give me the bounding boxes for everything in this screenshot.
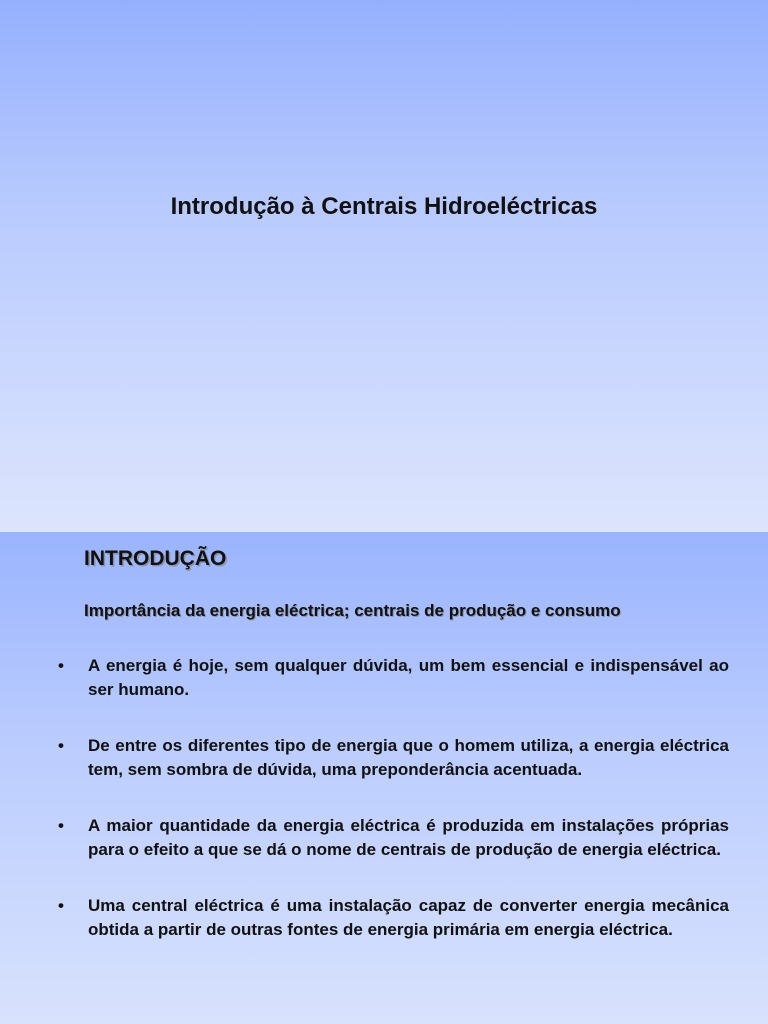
bullet-text: A energia é hoje, sem qualquer dúvida, um bem essencial e indispensável ao ser humano. <box>88 656 729 699</box>
bullet-item <box>0 734 768 782</box>
bullet-icon: • <box>58 656 64 675</box>
bullet-icon: • <box>58 736 64 755</box>
bullet-icon: • <box>58 816 64 835</box>
bullet-text: De entre os diferentes tipo de energia que o homem utiliza, a energia eléctrica tem, sem sombra de dúvida, uma preponderância acentuada. <box>88 736 729 779</box>
bullet-icon: • <box>58 896 64 915</box>
bullet-list <box>0 654 768 974</box>
section-subheading: Importância da energia eléctrica; centrais de produção e consumo <box>84 601 621 620</box>
slide-title: Introdução à Centrais Hidroeléctricas <box>170 193 598 220</box>
bullet-text: Uma central eléctrica é uma instalação capaz de converter energia mecânica obtida a partir de outras fontes de energia primária em energia eléctrica. <box>88 896 729 939</box>
content-slide <box>0 532 768 1024</box>
bullet-item <box>0 814 768 862</box>
bullet-text: A maior quantidade da energia eléctrica é produzida em instalações próprias para o efeito a que se dá o nome de centrais de produção de energia eléctrica. <box>88 816 729 859</box>
section-heading: INTRODUÇÃO <box>84 547 227 570</box>
bullet-item <box>0 654 768 702</box>
bullet-item <box>0 894 768 942</box>
